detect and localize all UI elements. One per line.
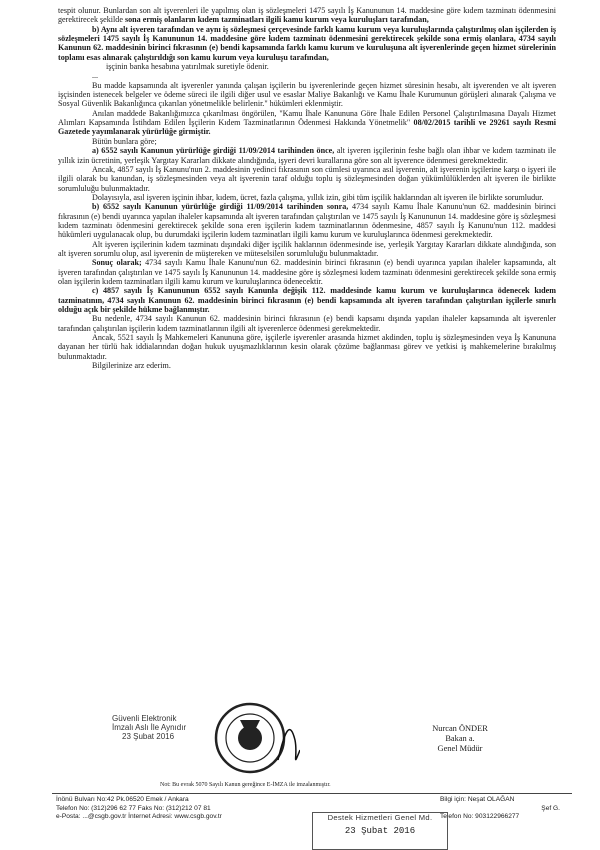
paragraph-b2: b) 6552 sayılı Kanunun yürürlüğe girdiği 11/09/2014 tarihinden sonra, 4734 sayılı Kamu İhale Kanunu'nun 62. maddesinin birinci fıkrasının (e) bendi uyarınca yapılan ihaleler kapsamında alt işveren tarafından çalıştırılan ve 1475 sayılı İş Kanununun 14. maddesine göre iş sözleşmesi kıdem tazminatı ödenmesini gerektirecek şekilde sona eren işçilerin kıdem tazminatlarının ödenmesine, 4857 sayılı İş Kanunu'nun 112. maddesi hükümleri uygulanacak olup, bu durumdaki işçilerin kıdem tazminatları ilgili kamu kurum ve kuruluşlarınca ödenmesi gerekmektedir. <box>58 202 556 240</box>
paragraph-sonuc: Sonuç olarak; 4734 sayılı Kamu İhale Kanunu'nun 62. maddesinin birinci fıkrasının (e) bendi uyarınca yapılan ihaleler kapsamında, alt işveren tarafından çalıştırılan ve 1475 sayılı İş Kanununun 14. maddesine göre iş sözleşmesi kıdem tazminatı ödenmesini gerektirecek şekilde sona ermiş olan işçilerin kıdem tazminatları ilgili kamu kurum ve kuruluşlarınca ödenecektir. <box>58 258 556 286</box>
paragraph-b-cont: işçinin banka hesabına yatırılmak suretiyle ödenir. <box>106 62 269 72</box>
paragraph-butun: Bütün bunlara göre; <box>92 136 157 146</box>
paragraph-bu-nedenle: Bu nedenle, 4734 sayılı Kanunun 62. maddesinin birinci fıkrasının (e) bendi kapsamı dışında yapılan ihaleler kapsamında alt işverenler tarafından çalıştırılan işçilerin kıdem tazminatlarının ilgili alt işverenlerce ödenmesi gerekmektedir. <box>58 314 556 333</box>
paragraph-ancak-4857: Ancak, 4857 sayılı İş Kanunu'nun 2. maddesinin yedinci fıkrasının son cümlesi uyarınca asıl işverenin, alt işverenin işçilerine karşı o işyeri ile ilgili olarak bu kanundan, iş sözleşmesinden veya alt işverenin taraf olduğu toplu iş sözleşmesinden doğan yükümlülüklerden alt işveren ile birlikte sorumluluğu bulunmaktadır. <box>58 164 556 193</box>
paragraph-5521: Ancak, 5521 sayılı İş Mahkemeleri Kanununa göre, işçilerle işverenler arasında hizmet akdinden, toplu iş sözleşmesinden veya İş Kanununa dayanan her türlü hak iddialarından doğan hukuk uyuşmazlıklarının kesin olarak çözüme bağlanması görev ve yetkisi iş mahkemelerine bırakılmış bulunmaktadır. <box>58 333 556 361</box>
signer-name: Nurcan ÖNDER <box>432 724 488 733</box>
footer-divider <box>52 793 572 794</box>
e-signature-note: Not: Bu evrak 5070 Sayılı Kanun gereğince E-İMZA ile imzalanmıştır. <box>160 782 331 788</box>
signature-scribble-icon <box>278 730 300 760</box>
received-date-stamp: Destek Hizmetleri Genel Md. 23 Şubat 2016 <box>312 812 448 850</box>
paragraph-closing: Bilgilerinize arz ederim. <box>92 361 171 371</box>
paragraph-b: b) Aynı alt işveren tarafından ve aynı iş sözleşmesi çerçevesinde farklı kamu kurum veya kuruluşlarında çalıştırılmış olan işçilerden iş sözleşmeleri 1475 sayılı İş Kanununun 14. maddesine göre kıdem tazminatı ödenmesini gerektirecek şekilde sona ermiş olanlara, 4734 sayılı Kanunun 62. maddesinin birinci fıkrasının (e) bendi kapsamında farklı kamu kurum ve kuruluşuna alt işverenlerinde geçen hizmet sürelerinin toplamı esas alınarak çalıştırıldığı son kamu kurum veya kuruluşu tarafından, <box>58 24 556 62</box>
round-seal-icon <box>216 704 284 772</box>
signer-title: Genel Müdür <box>437 744 483 753</box>
footer-contact: İnönü Bulvarı No:42 Pk.06520 Emek / Ankara Telefon No: (312)296 62 77 Faks No: (312)212 07 81 e-Posta: ...@csgb.gov.tr İnternet Adresi: www.csgb.gov.tr <box>56 796 222 820</box>
paragraph-a: a) 6552 sayılı Kanunun yürürlüğe girdiği 11/09/2014 tarihinden önce, alt işveren işçilerinin feshe bağlı olan ihbar ve kıdem tazminatı ile yıllık izin ücretinin, yerleşik Yargıtay Kararları dikkate alındığında, işyeri devri kurallarına göre son alt işverence ödenmesi gerekmektedir. <box>58 146 556 165</box>
signature-block <box>390 724 530 754</box>
paragraph-dolayisiyla: Dolayısıyla, asıl işveren işçinin ihbar, kıdem, ücret, fazla çalışma, yıllık izin, gibi tüm işçilik haklarından alt işveren ile birlikte sorumludur. <box>92 192 544 202</box>
e-signature-stamp: Güvenli Elektronik İmzalı Aslı İle Aynıdır 23 Şubat 2016 <box>112 714 187 741</box>
paragraph-ellipsis: ... <box>92 71 99 81</box>
paragraph-intro: tespit olunur. Bunlardan son alt işverenleri ile yapılmış olan iş sözleşmeleri 1475 sayılı İş Kanununun 14. maddesine göre kıdem tazminatı ödenmesini gerektirecek şekilde sona ermiş olanların kıdem tazminatları ilgili kamu kurum veya kuruluşları tarafından, <box>58 6 556 25</box>
paragraph-alt-isveren: Alt işveren işçilerinin kıdem tazminatı dışındaki diğer işçilik haklarının ödenmesinde ise, yerleşik Yargıtay Kararları dikkate alındığında, son alt işveren sorumlu olup, asıl işverenin de müştereken ve müteselsilen sorumluluğu bulunmaktadır. <box>58 239 556 258</box>
paragraph-hesap: Bu madde kapsamında alt işverenler yanında çalışan işçilerin bu işverenlerinde geçen hizmet süresinin hesabı, alt işverenden ve alt işveren işçisinden istenecek belgeler ve ödeme süreci ile ilgili diğer usul ve esaslar Maliye Bakanlığı ve Kamu İhale Kurumunun görüşleri alınarak Çalışma ve Sosyal Güvenlik Bakanlığınca çıkarılan yönetmelikle belirlenir." hükümleri eklenmiştir. <box>58 80 556 109</box>
footer-info: Bilgi için: Neşat OLAĞAN Şef G. Telefon No: 903122966277 <box>440 796 560 820</box>
paragraph-c: c) 4857 sayılı İş Kanununun 6552 sayılı Kanunla değişik 112. maddesinde kamu kurum ve kuruluşlarınca ödenecek kıdem tazminatının, 4734 sayılı Kanunun 62. maddesinin birinci fıkrasının (e) bendi kapsamında alt işveren tarafından çalıştırılan işçilerle sınırlı olduğu açık bir şekilde hükme bağlanmıştır. <box>58 286 556 314</box>
paragraph-yonetmelik: Anılan maddede Bakanlığımızca çıkarılması öngörülen, "Kamu İhale Kanununa Göre İhale Edilen Personel Çalıştırılmasına Dayalı Hizmet Alımları Kapsamında İstihdam Edilen İşçilerin Kıdem Tazminatlarının Ödenmesi Hakkında Yönetmelik" 08/02/2015 tarihli ve 29261 sayılı Resmi Gazetede yayımlanarak yürürlüğe girmiştir. <box>58 108 556 137</box>
letter-body <box>58 6 556 370</box>
signer-role: Bakan a. <box>445 734 475 743</box>
